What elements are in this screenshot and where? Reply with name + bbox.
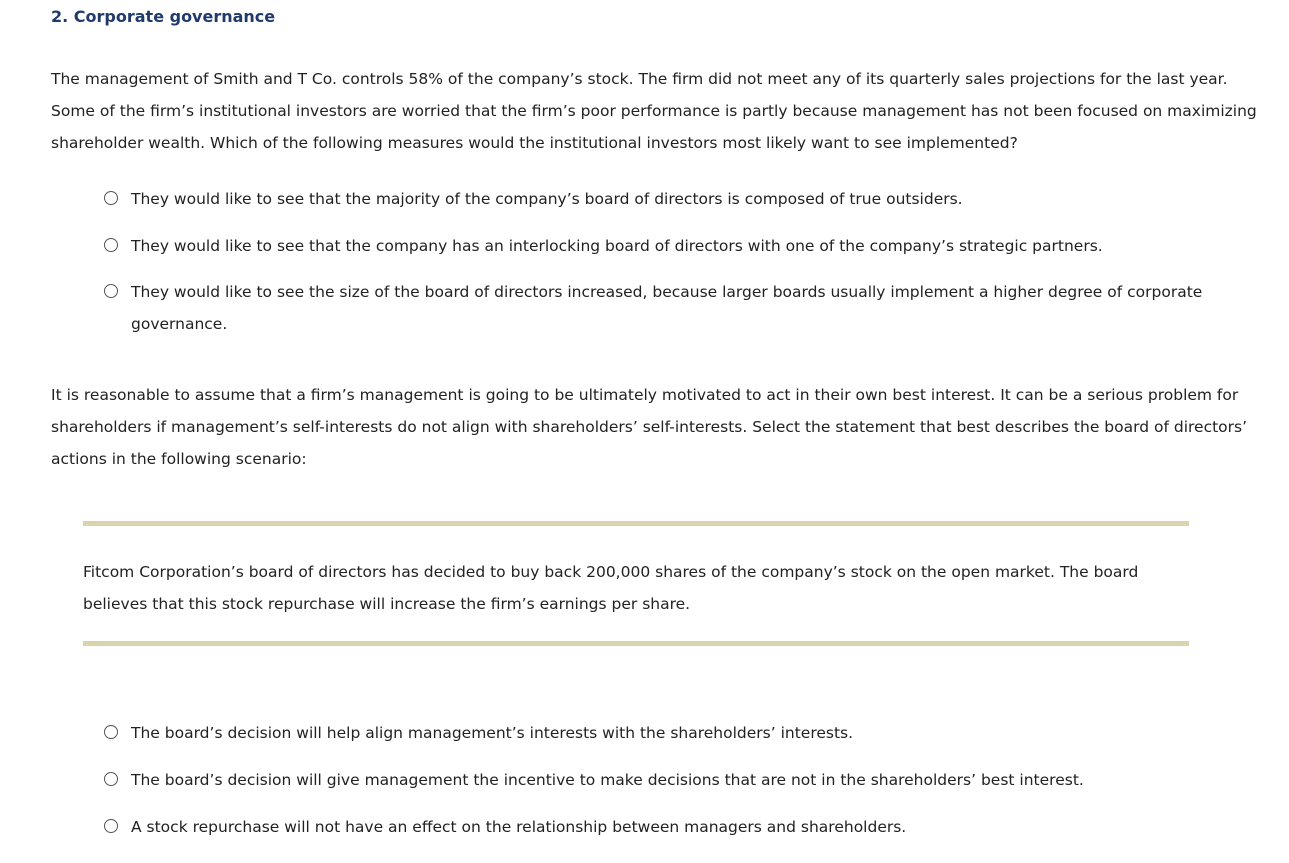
part1-options xyxy=(104,183,1254,340)
part1-prompt: The management of Smith and T Co. controls 58% of the company’s stock. The firm did not meet any of its quarterly sales projections for the last year. Some of the firm’s institutional investors are worried that the firm’s poor performance is partly because management has not been focused on maximizing shareholder wealth. Which of the following measures would the institutional investors most likely want to see implemented? xyxy=(51,70,1257,152)
part1-option-2[interactable] xyxy=(104,230,1254,262)
question-title: 2. Corporate governance xyxy=(51,7,276,26)
radio-button[interactable] xyxy=(104,725,118,739)
part2-options xyxy=(104,717,1254,843)
option-label[interactable]: The board’s decision will help align management’s interests with the shareholders’ interests. xyxy=(131,724,854,742)
option-label[interactable]: The board’s decision will give management the incentive to make decisions that are not in the shareholders’ best interest. xyxy=(131,771,1084,789)
radio-button[interactable] xyxy=(104,819,118,833)
scenario-text: Fitcom Corporation’s board of directors has decided to buy back 200,000 shares of the company’s stock on the open market. The board believes that this stock repurchase will increase the firm’s earnings per share. xyxy=(83,563,1139,613)
part2-prompt: It is reasonable to assume that a firm’s management is going to be ultimately motivated to act in their own best interest. It can be a serious problem for shareholders if management’s self-interests do not align with shareholders’ self-interests. Select the statement that best describes the board of directors’ actions in the following scenario: xyxy=(51,386,1248,468)
part1-option-3[interactable] xyxy=(104,276,1254,340)
scenario-box xyxy=(83,521,1189,646)
radio-button[interactable] xyxy=(104,238,118,252)
part1-option-1[interactable] xyxy=(104,183,1254,215)
option-label[interactable]: A stock repurchase will not have an effect on the relationship between managers and shareholders. xyxy=(131,818,907,836)
option-label[interactable]: They would like to see the size of the board of directors increased, because larger boards usually implement a higher degree of corporate governance. xyxy=(131,283,1203,333)
option-label[interactable]: They would like to see that the company has an interlocking board of directors with one of the company’s strategic partners. xyxy=(131,237,1103,255)
radio-button[interactable] xyxy=(104,772,118,786)
option-label[interactable]: They would like to see that the majority of the company’s board of directors is composed of true outsiders. xyxy=(131,190,963,208)
part2-option-2[interactable] xyxy=(104,764,1254,796)
radio-button[interactable] xyxy=(104,284,118,298)
radio-button[interactable] xyxy=(104,191,118,205)
part2-option-1[interactable] xyxy=(104,717,1254,749)
part2-option-3[interactable] xyxy=(104,811,1254,843)
